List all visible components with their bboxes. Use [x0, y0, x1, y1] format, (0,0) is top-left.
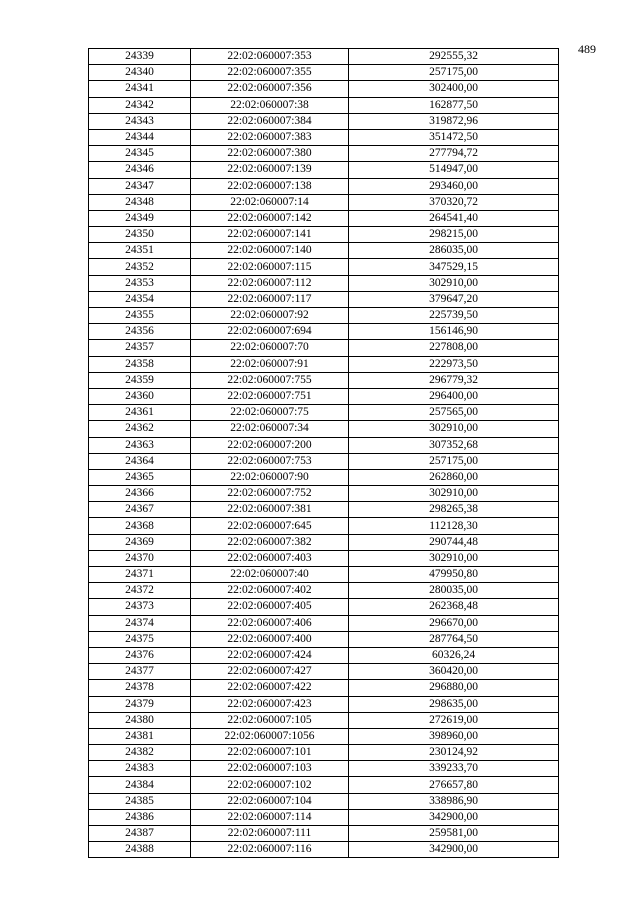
- row-number-cell: 24340: [89, 65, 191, 81]
- value-cell: 302910,00: [349, 486, 559, 502]
- cadastral-number-cell: 22:02:060007:200: [191, 437, 349, 453]
- value-cell: 292555,32: [349, 49, 559, 65]
- value-cell: 287764,50: [349, 631, 559, 647]
- row-number-cell: 24350: [89, 227, 191, 243]
- table-row: [89, 210, 559, 226]
- table-row: [89, 227, 559, 243]
- cadastral-number-cell: 22:02:060007:138: [191, 178, 349, 194]
- row-number-cell: 24376: [89, 647, 191, 663]
- row-number-cell: 24348: [89, 194, 191, 210]
- row-number-cell: 24362: [89, 421, 191, 437]
- value-cell: 262368,48: [349, 599, 559, 615]
- cadastral-number-cell: 22:02:060007:406: [191, 615, 349, 631]
- cadastral-number-cell: 22:02:060007:427: [191, 664, 349, 680]
- value-cell: 479950,80: [349, 567, 559, 583]
- row-number-cell: 24357: [89, 340, 191, 356]
- row-number-cell: 24349: [89, 210, 191, 226]
- row-number-cell: 24381: [89, 728, 191, 744]
- table-row: [89, 583, 559, 599]
- table-row: [89, 696, 559, 712]
- table-row: [89, 793, 559, 809]
- value-cell: 257565,00: [349, 405, 559, 421]
- cadastral-number-cell: 22:02:060007:1056: [191, 728, 349, 744]
- table-row: [89, 372, 559, 388]
- table-row: [89, 291, 559, 307]
- value-cell: 280035,00: [349, 583, 559, 599]
- value-cell: 342900,00: [349, 809, 559, 825]
- row-number-cell: 24346: [89, 162, 191, 178]
- value-cell: 298265,38: [349, 502, 559, 518]
- row-number-cell: 24364: [89, 453, 191, 469]
- row-number-cell: 24385: [89, 793, 191, 809]
- table-row: [89, 275, 559, 291]
- value-cell: 259581,00: [349, 826, 559, 842]
- row-number-cell: 24366: [89, 486, 191, 502]
- row-number-cell: 24371: [89, 567, 191, 583]
- value-cell: 398960,00: [349, 728, 559, 744]
- value-cell: 225739,50: [349, 308, 559, 324]
- value-cell: 60326,24: [349, 647, 559, 663]
- table-row: [89, 469, 559, 485]
- value-cell: 276657,80: [349, 777, 559, 793]
- row-number-cell: 24378: [89, 680, 191, 696]
- table-row: [89, 631, 559, 647]
- row-number-cell: 24373: [89, 599, 191, 615]
- value-cell: 257175,00: [349, 65, 559, 81]
- value-cell: 112128,30: [349, 518, 559, 534]
- cadastral-number-cell: 22:02:060007:423: [191, 696, 349, 712]
- table-row: [89, 388, 559, 404]
- cadastral-number-cell: 22:02:060007:405: [191, 599, 349, 615]
- row-number-cell: 24358: [89, 356, 191, 372]
- row-number-cell: 24384: [89, 777, 191, 793]
- cadastral-number-cell: 22:02:060007:381: [191, 502, 349, 518]
- value-cell: 272619,00: [349, 712, 559, 728]
- table-row: [89, 178, 559, 194]
- cadastral-number-cell: 22:02:060007:112: [191, 275, 349, 291]
- cadastral-number-cell: 22:02:060007:91: [191, 356, 349, 372]
- row-number-cell: 24375: [89, 631, 191, 647]
- row-number-cell: 24379: [89, 696, 191, 712]
- value-cell: 307352,68: [349, 437, 559, 453]
- value-cell: 293460,00: [349, 178, 559, 194]
- value-cell: 277794,72: [349, 146, 559, 162]
- cadastral-number-cell: 22:02:060007:424: [191, 647, 349, 663]
- table-row: [89, 356, 559, 372]
- row-number-cell: 24367: [89, 502, 191, 518]
- cadastral-number-cell: 22:02:060007:103: [191, 761, 349, 777]
- table-row: [89, 728, 559, 744]
- table-row: [89, 453, 559, 469]
- cadastral-number-cell: 22:02:060007:114: [191, 809, 349, 825]
- row-number-cell: 24343: [89, 113, 191, 129]
- page-number: 489: [578, 42, 596, 56]
- cadastral-number-cell: 22:02:060007:141: [191, 227, 349, 243]
- row-number-cell: 24347: [89, 178, 191, 194]
- value-cell: 360420,00: [349, 664, 559, 680]
- cadastral-number-cell: 22:02:060007:755: [191, 372, 349, 388]
- row-number-cell: 24341: [89, 81, 191, 97]
- table-row: [89, 259, 559, 275]
- cadastral-number-cell: 22:02:060007:356: [191, 81, 349, 97]
- table-row: [89, 615, 559, 631]
- table-body: [89, 49, 559, 858]
- value-cell: 339233,70: [349, 761, 559, 777]
- table-row: [89, 421, 559, 437]
- table-row: [89, 842, 559, 858]
- table-row: [89, 567, 559, 583]
- cadastral-number-cell: 22:02:060007:380: [191, 146, 349, 162]
- row-number-cell: 24354: [89, 291, 191, 307]
- cadastral-number-cell: 22:02:060007:90: [191, 469, 349, 485]
- value-cell: 296880,00: [349, 680, 559, 696]
- row-number-cell: 24369: [89, 534, 191, 550]
- cadastral-number-cell: 22:02:060007:140: [191, 243, 349, 259]
- cadastral-number-cell: 22:02:060007:102: [191, 777, 349, 793]
- table-row: [89, 97, 559, 113]
- table-row: [89, 486, 559, 502]
- cadastral-number-cell: 22:02:060007:752: [191, 486, 349, 502]
- cadastral-number-cell: 22:02:060007:75: [191, 405, 349, 421]
- value-cell: 379647,20: [349, 291, 559, 307]
- table-row: [89, 826, 559, 842]
- cadastral-number-cell: 22:02:060007:422: [191, 680, 349, 696]
- table-row: [89, 745, 559, 761]
- value-cell: 338986,90: [349, 793, 559, 809]
- value-cell: 302910,00: [349, 550, 559, 566]
- table-row: [89, 518, 559, 534]
- cadastral-number-cell: 22:02:060007:115: [191, 259, 349, 275]
- row-number-cell: 24380: [89, 712, 191, 728]
- row-number-cell: 24345: [89, 146, 191, 162]
- row-number-cell: 24339: [89, 49, 191, 65]
- cadastral-number-cell: 22:02:060007:353: [191, 49, 349, 65]
- table-row: [89, 65, 559, 81]
- cadastral-number-cell: 22:02:060007:139: [191, 162, 349, 178]
- row-number-cell: 24370: [89, 550, 191, 566]
- row-number-cell: 24361: [89, 405, 191, 421]
- cadastral-number-cell: 22:02:060007:34: [191, 421, 349, 437]
- table-row: [89, 712, 559, 728]
- value-cell: 514947,00: [349, 162, 559, 178]
- cadastral-number-cell: 22:02:060007:14: [191, 194, 349, 210]
- row-number-cell: 24352: [89, 259, 191, 275]
- table-row: [89, 81, 559, 97]
- value-cell: 296670,00: [349, 615, 559, 631]
- row-number-cell: 24363: [89, 437, 191, 453]
- row-number-cell: 24360: [89, 388, 191, 404]
- row-number-cell: 24355: [89, 308, 191, 324]
- row-number-cell: 24377: [89, 664, 191, 680]
- cadastral-number-cell: 22:02:060007:694: [191, 324, 349, 340]
- cadastral-number-cell: 22:02:060007:117: [191, 291, 349, 307]
- table-row: [89, 599, 559, 615]
- cadastral-number-cell: 22:02:060007:101: [191, 745, 349, 761]
- cadastral-number-cell: 22:02:060007:645: [191, 518, 349, 534]
- cadastral-number-cell: 22:02:060007:105: [191, 712, 349, 728]
- cadastral-number-cell: 22:02:060007:400: [191, 631, 349, 647]
- cadastral-number-cell: 22:02:060007:111: [191, 826, 349, 842]
- row-number-cell: 24388: [89, 842, 191, 858]
- cadastral-number-cell: 22:02:060007:753: [191, 453, 349, 469]
- cadastral-number-cell: 22:02:060007:355: [191, 65, 349, 81]
- cadastral-number-cell: 22:02:060007:402: [191, 583, 349, 599]
- table-row: [89, 502, 559, 518]
- cadastral-number-cell: 22:02:060007:403: [191, 550, 349, 566]
- value-cell: 262860,00: [349, 469, 559, 485]
- cadastral-number-cell: 22:02:060007:383: [191, 129, 349, 145]
- cadastral-number-cell: 22:02:060007:142: [191, 210, 349, 226]
- table-row: [89, 664, 559, 680]
- cadastral-number-cell: 22:02:060007:751: [191, 388, 349, 404]
- value-cell: 290744,48: [349, 534, 559, 550]
- value-cell: 230124,92: [349, 745, 559, 761]
- value-cell: 342900,00: [349, 842, 559, 858]
- value-cell: 347529,15: [349, 259, 559, 275]
- table-row: [89, 550, 559, 566]
- cadastral-number-cell: 22:02:060007:92: [191, 308, 349, 324]
- row-number-cell: 24342: [89, 97, 191, 113]
- value-cell: 302400,00: [349, 81, 559, 97]
- value-cell: 319872,96: [349, 113, 559, 129]
- row-number-cell: 24386: [89, 809, 191, 825]
- value-cell: 298215,00: [349, 227, 559, 243]
- table-row: [89, 761, 559, 777]
- row-number-cell: 24365: [89, 469, 191, 485]
- table-row: [89, 146, 559, 162]
- row-number-cell: 24383: [89, 761, 191, 777]
- cadastral-number-cell: 22:02:060007:40: [191, 567, 349, 583]
- table-row: [89, 647, 559, 663]
- value-cell: 162877,50: [349, 97, 559, 113]
- value-cell: 264541,40: [349, 210, 559, 226]
- cadastral-number-cell: 22:02:060007:382: [191, 534, 349, 550]
- table-row: [89, 162, 559, 178]
- row-number-cell: 24344: [89, 129, 191, 145]
- row-number-cell: 24372: [89, 583, 191, 599]
- table-row: [89, 308, 559, 324]
- value-cell: 156146,90: [349, 324, 559, 340]
- table-row: [89, 437, 559, 453]
- value-cell: 298635,00: [349, 696, 559, 712]
- table-row: [89, 243, 559, 259]
- table-row: [89, 809, 559, 825]
- value-cell: 286035,00: [349, 243, 559, 259]
- cadastral-table: [88, 48, 559, 858]
- row-number-cell: 24351: [89, 243, 191, 259]
- value-cell: 222973,50: [349, 356, 559, 372]
- row-number-cell: 24368: [89, 518, 191, 534]
- row-number-cell: 24382: [89, 745, 191, 761]
- cadastral-number-cell: 22:02:060007:384: [191, 113, 349, 129]
- row-number-cell: 24356: [89, 324, 191, 340]
- table-row: [89, 49, 559, 65]
- cadastral-number-cell: 22:02:060007:116: [191, 842, 349, 858]
- value-cell: 296779,32: [349, 372, 559, 388]
- table-row: [89, 113, 559, 129]
- row-number-cell: 24387: [89, 826, 191, 842]
- value-cell: 302910,00: [349, 275, 559, 291]
- cadastral-number-cell: 22:02:060007:70: [191, 340, 349, 356]
- row-number-cell: 24359: [89, 372, 191, 388]
- table-row: [89, 194, 559, 210]
- table-row: [89, 129, 559, 145]
- value-cell: 296400,00: [349, 388, 559, 404]
- row-number-cell: 24353: [89, 275, 191, 291]
- table-row: [89, 324, 559, 340]
- value-cell: 302910,00: [349, 421, 559, 437]
- table-row: [89, 534, 559, 550]
- value-cell: 370320,72: [349, 194, 559, 210]
- cadastral-number-cell: 22:02:060007:38: [191, 97, 349, 113]
- row-number-cell: 24374: [89, 615, 191, 631]
- table-row: [89, 340, 559, 356]
- table-row: [89, 777, 559, 793]
- value-cell: 257175,00: [349, 453, 559, 469]
- cadastral-number-cell: 22:02:060007:104: [191, 793, 349, 809]
- table-row: [89, 680, 559, 696]
- table-row: [89, 405, 559, 421]
- value-cell: 227808,00: [349, 340, 559, 356]
- value-cell: 351472,50: [349, 129, 559, 145]
